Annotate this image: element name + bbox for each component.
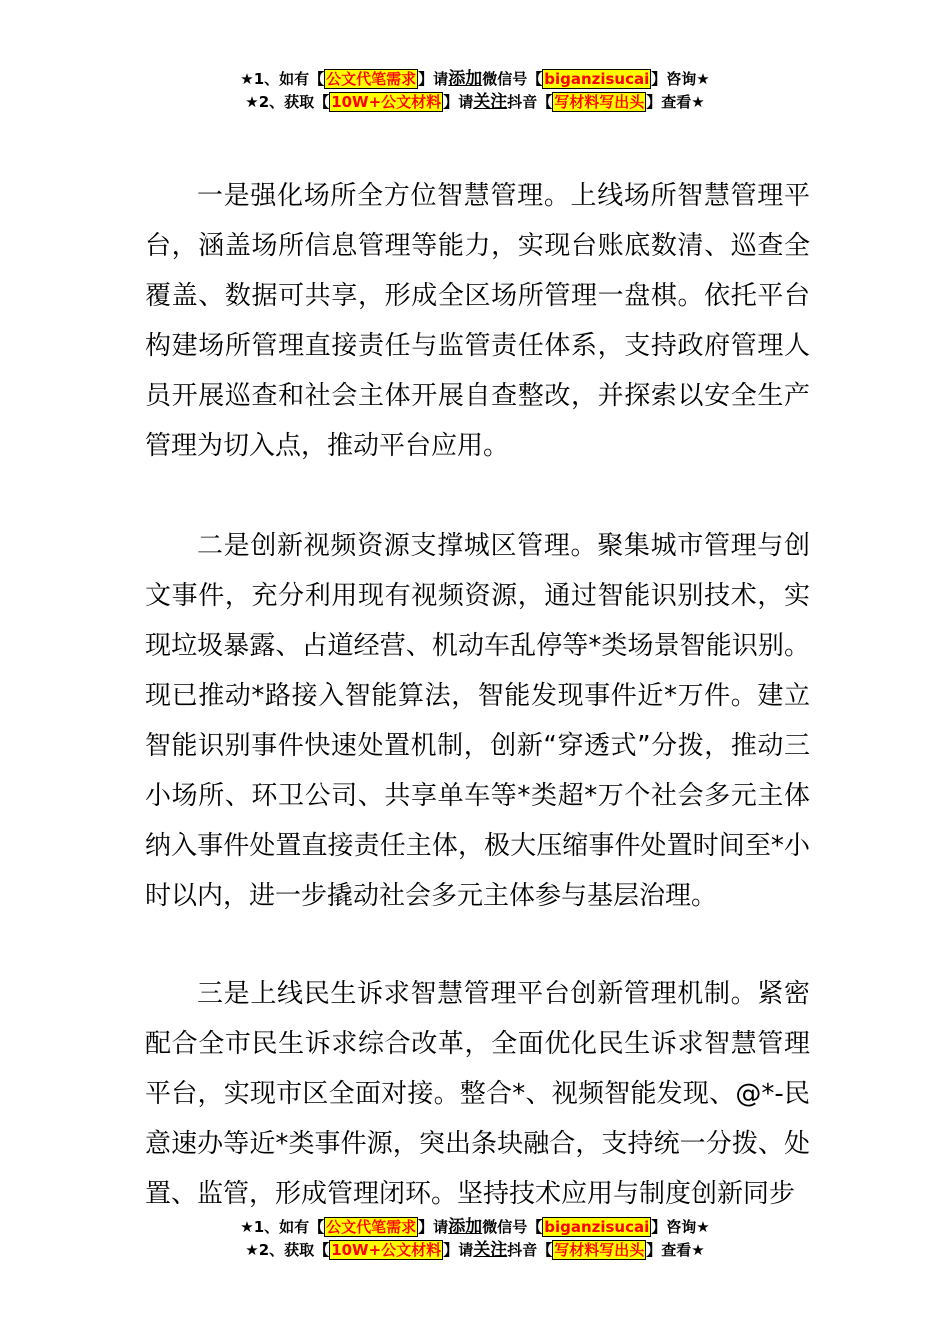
highlight-account: 写材料写出头 [554,93,645,111]
emphasis-text: 添加 [448,1217,483,1237]
banner-text: 1、如有【 [253,1218,325,1236]
banner-text: 微信号【 [482,1218,543,1236]
star-icon: ★ [245,93,259,111]
banner-text: 1、如有【 [253,70,325,88]
highlight-service: 公文代笔需求 [326,1218,417,1236]
star-icon: ★ [691,93,705,111]
banner-text: 抖音【 [507,93,553,111]
star-icon: ★ [245,1241,259,1259]
banner-text: 】咨询 [651,70,697,88]
banner-line-2 [0,1239,950,1262]
banner-text: 抖音【 [507,1241,553,1259]
emphasis-text: 关注 [473,1240,508,1260]
footer-banner [0,1216,950,1262]
emphasis-text: 关注 [473,92,508,112]
banner-text: 】请 [418,1218,449,1236]
highlight-wechat-id: biganzisucai [544,1218,650,1236]
emphasis-text: 添加 [448,69,483,89]
header-banner [0,68,950,114]
banner-line-1 [0,1216,950,1239]
banner-text: 微信号【 [482,70,543,88]
highlight-wechat-id: biganzisucai [544,70,650,88]
highlight-materials: 10W+公文材料 [331,1241,442,1259]
banner-text: 】请 [418,70,449,88]
star-icon: ★ [691,1241,705,1259]
banner-text: 】查看 [646,1241,692,1259]
star-icon: ★ [240,70,254,88]
star-icon: ★ [696,70,710,88]
banner-line-2 [0,91,950,114]
highlight-account: 写材料写出头 [554,1241,645,1259]
banner-text: 】咨询 [651,1218,697,1236]
banner-text: 】请 [443,93,474,111]
banner-text: 2、获取【 [258,93,330,111]
banner-text: 】请 [443,1241,474,1259]
body-paragraph: 三是上线民生诉求智慧管理平台创新管理机制。紧密配合全市民生诉求综合改革，全面优化民生诉求智慧管理平台，实现市区全面对接。整合*、视频智能发现、@*-民意速办等近*类事件源，突出条块融合，支持统一分拨、处置、监管，形成管理闭环。坚持技术应用与制度创新同步 [145,979,810,1209]
banner-text: 2、获取【 [258,1241,330,1259]
highlight-service: 公文代笔需求 [326,70,417,88]
banner-text: 】查看 [646,93,692,111]
star-icon: ★ [696,1218,710,1236]
banner-line-1 [0,68,950,91]
star-icon: ★ [240,1218,254,1236]
body-paragraph: 二是创新视频资源支撑城区管理。聚集城市管理与创文事件，充分利用现有视频资源，通过智能识别技术，实现垃圾暴露、占道经营、机动车乱停等*类场景智能识别。现已推动*路接入智能算法，智能发现事件近*万件。建立智能识别事件快速处置机制，创新“穿透式”分拨，推动三小场所、环卫公司、共享单车等*类超*万个社会多元主体纳入事件处置直接责任主体，极大压缩事件处置时间至*小时以内，进一步撬动社会多元主体参与基层治理。 [145,531,810,911]
highlight-materials: 10W+公文材料 [331,93,442,111]
body-paragraph: 一是强化场所全方位智慧管理。上线场所智慧管理平台，涵盖场所信息管理等能力，实现台账底数清、巡查全覆盖、数据可共享，形成全区场所管理一盘棋。依托平台构建场所管理直接责任与监管责任体系，支持政府管理人员开展巡查和社会主体开展自查整改，并探索以安全生产管理为切入点，推动平台应用。 [145,181,810,461]
